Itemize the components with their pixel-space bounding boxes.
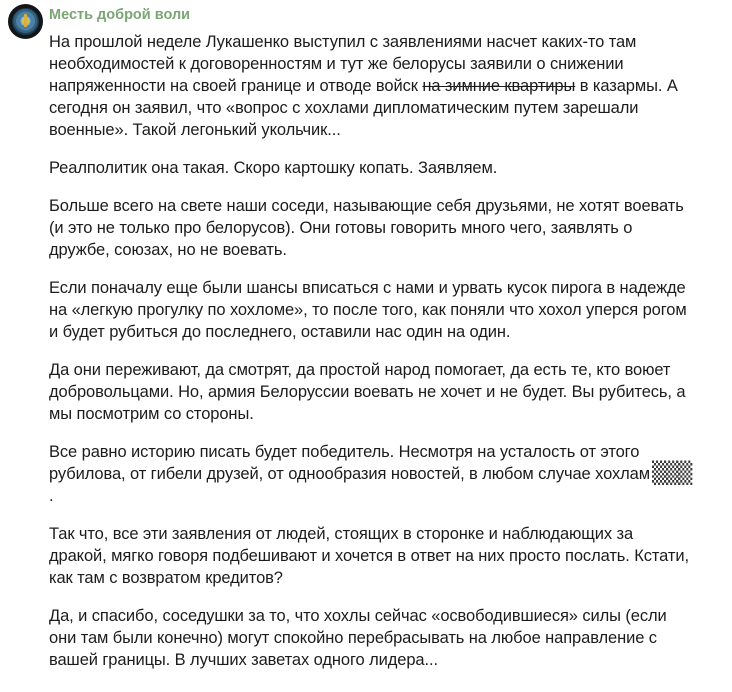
strikethrough-text: на зимние квартиры [422, 77, 576, 95]
text-segment: На прошлой неделе Лукашенко выступил с заявлениями насчет каких-то там необходимостей к договоренностям и тут же белорусы заявили о снижении напряженности на своей границе и отводе войск [49, 33, 637, 95]
text-segment: в казармы. А сегодня он заявил, что «вопрос с хохлами дипломатическим путем зарешали военные». Такой легонький укольчик... [49, 77, 678, 139]
channel-avatar[interactable] [8, 4, 43, 39]
text-segment: Больше всего на свете наши соседи, называющие себя друзьями, не хотят воевать (и это не только про белорусов). Они готовы говорить много чего, заявлять о дружбе, союзах, но не воевать. [49, 197, 684, 259]
message-paragraph [49, 359, 694, 425]
message-paragraph [49, 157, 694, 179]
message-paragraph [49, 195, 694, 261]
message-paragraph [49, 523, 694, 589]
message-text [49, 31, 694, 671]
message-paragraph [49, 31, 694, 141]
channel-emblem-icon [12, 8, 39, 35]
message-paragraph [49, 605, 694, 671]
channel-name[interactable]: Месть доброй воли [49, 7, 191, 23]
text-segment: Так что, все эти заявления от людей, стоящих в сторонке и наблюдающих за дракой, мягко говоря подбешивают и хочется в ответ на них просто послать. Кстати, как там с возвратом кредитов? [49, 525, 689, 587]
text-segment: Да они переживают, да смотрят, да простой народ помогает, да есть те, кто воюет добровольцами. Но, армия Белоруссии воевать не хочет и не будет. Вы рубитесь, а мы посмотрим со стороны. [49, 361, 686, 423]
message-content [49, 6, 694, 671]
text-segment: . [49, 487, 54, 505]
text-segment: Все равно историю писать будет победитель. Несмотря на усталость от этого рубилова, от гибели друзей, от однообразия новостей, в любом случае хохлам [49, 443, 650, 483]
text-segment: Если поначалу еще были шансы вписаться с нами и урвать кусок пирога в надежде на «легкую прогулку по хохломе», то после того, как поняли что хохол уперся рогом и будет рубиться до последнего, оставили нас один на один. [49, 279, 687, 341]
text-segment: Реалполитик она такая. Скоро картошку копать. Заявляем. [49, 159, 498, 177]
message-paragraph: Все равно историю писать будет победитель. Несмотря на усталость от этого рубилова, от гибели друзей, от однообразия новостей, в любом случае хохлам▒▒▒. [49, 443, 689, 505]
text-segment: Да, и спасибо, соседушки за то, что хохлы сейчас «освободившиеся» силы (если они там были конечно) могут спокойно перебрасывать на любое направление с вашей границы. В лучших заветах одного лидера... [49, 607, 667, 669]
message-paragraph [49, 277, 694, 343]
